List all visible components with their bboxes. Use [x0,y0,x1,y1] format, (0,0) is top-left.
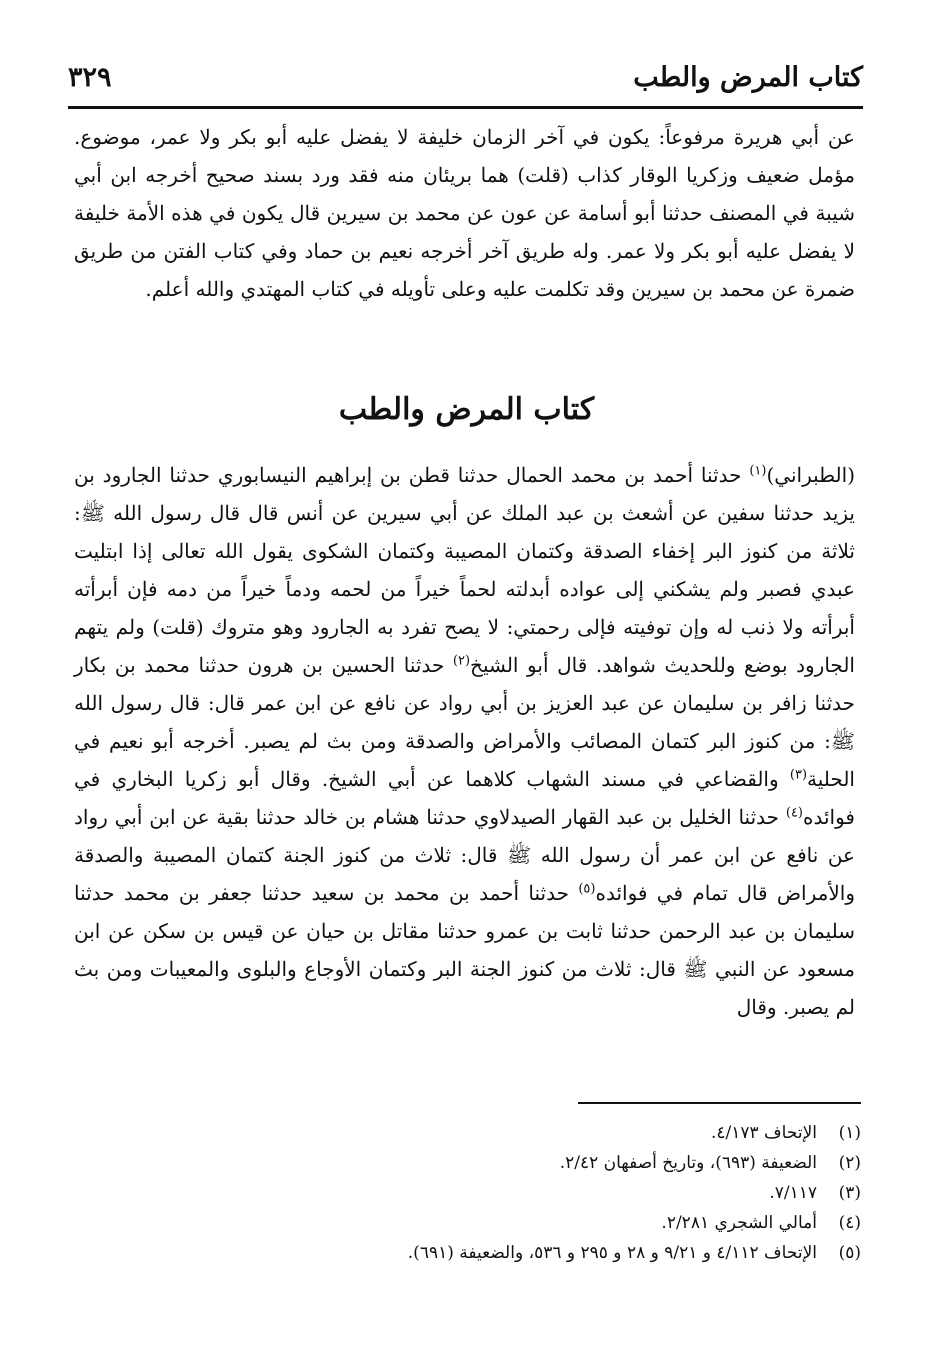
page-header [68,56,863,106]
body-segment: حدثنا الخليل بن عبد القهار الصيدلاوي حدثنا هشام بن خالد حدثنا بقية عن ابن أبي رواد عن نافع عن ابن عمر أن رسول الله ﷺ قال: ثلاث من كنوز الجنة كتمان المصيبة والصدقة والأمراض قال تمام في فوائده [74,805,855,905]
footnote-item [74,1118,861,1148]
footnote-number: (١) [838,1123,861,1143]
intro-text: عن أبي هريرة مرفوعاً: يكون في آخر الزمان خليفة لا يفضل عليه أبو بكر ولا عمر، موضوع. مؤمل ضعيف وزكريا الوقار كذاب (قلت) هما بريئان منه فقد ورد بسند صحيح أخرجه ابن أبي شيبة في المصنف حدثنا أبو أسامة عن عون عن محمد بن سيرين قال يكون في هذه الأمة خليفة لا يفضل عليه أبو بكر ولا عمر. وله طريق آخر أخرجه نعيم بن حماد وفي كتاب الفتن من طريق ضمرة عن محمد بن سيرين وقد تكلمت عليه وعلى تأويله في كتاب المهتدي والله أعلم. [74,125,855,301]
header-rule [68,106,863,109]
running-title: كتاب المرض والطب [633,62,863,93]
footnote-text: ٧/١١٧. [769,1183,817,1203]
body-segment: حدثنا أحمد بن محمد الحمال حدثنا قطن بن إبراهيم النيسابوري حدثنا الجارود بن يزيد حدثنا سفين عن أشعث بن عبد الملك عن أبي سيرين عن أنس قال قال رسول الله ﷺ: ثلاثة من كنوز البر إخفاء الصدقة وكتمان المصيبة وكتمان الشكوى يقول الله تعالى إذا ابتليت عبدي فصبر ولم يشكني إلى عواده أبدلته لحماً خيراً من لحمه ودماً خيراً من دمه فإن أبرأته أبرأته ولا ذنب له وإن توفيته فإلى رحمتي: لا يصح تفرد به الجارود وهو متروك (قلت) ولم يتهم الجارود بوضع وللحديث شواهد. قال أبو الشيخ [74,463,855,677]
footnote-item [74,1238,861,1268]
footnote-text: الضعيفة (٦٩٣)، وتاريخ أصفهان ٢/٤٢. [559,1153,817,1173]
footnote-number: (٥) [838,1243,861,1263]
body-segment: حدثنا أحمد بن محمد بن سعيد حدثنا جعفر بن محمد حدثنا سليمان بن عبد الرحمن حدثنا ثابت بن عمرو حدثنا مقاتل بن حيان عن قيس بن سكن عن ابن مسعود عن النبي ﷺ قال: ثلاث من كنوز الجنة البر وكتمان الأوجاع والبلوى والمعيبات ومن بث لم يصبر. وقال [74,881,855,1019]
footnote-ref-4: (٤) [785,805,803,821]
intro-paragraph [74,118,855,308]
footnote-number: (٢) [838,1153,861,1173]
footnote-rule [578,1102,861,1104]
footnote-ref-5: (٥) [578,881,596,897]
footnote-ref-1: (١) [749,463,767,479]
footnote-item [74,1178,861,1208]
body-segment: والقضاعي في مسند الشهاب كلاهما عن أبي الشيخ. وقال أبو زكريا البخاري في فوائده [74,767,855,829]
chapter-title: كتاب المرض والطب [338,392,595,427]
footnote-text: الإتحاف ٤/١١٢ و ٩/٢١ و ٢٨ و ٢٩٥ و ٥٣٦، والضعيفة (٦٩١). [407,1243,817,1263]
footnote-number: (٤) [838,1213,861,1233]
footnote-item [74,1208,861,1238]
body-segment: حدثنا الحسين بن هرون حدثنا محمد بن بكار حدثنا زافر بن سليمان عن عبد العزيز بن أبي رواد عن نافع عن ابن عمر قال: قال رسول الله ﷺ: من كنوز البر كتمان المصائب والأمراض والصدقة ومن بث لم يصبر. أخرجه أبو نعيم في الحلية [74,653,855,791]
footnote-ref-2: (٢) [452,653,471,669]
body-paragraph [74,456,855,1026]
body-text [74,456,855,1026]
footnote-ref-3: (٣) [789,767,808,783]
body-segment: (الطبراني) [766,463,855,487]
page-number: ٣٢٩ [68,62,112,93]
footnote-number: (٣) [838,1183,861,1203]
footnote-text: أمالي الشجري ٢/٢٨١. [661,1213,817,1233]
footnote-text: الإتحاف ٤/١٧٣. [710,1123,817,1143]
footnotes [74,1118,861,1268]
footnote-item [74,1148,861,1178]
